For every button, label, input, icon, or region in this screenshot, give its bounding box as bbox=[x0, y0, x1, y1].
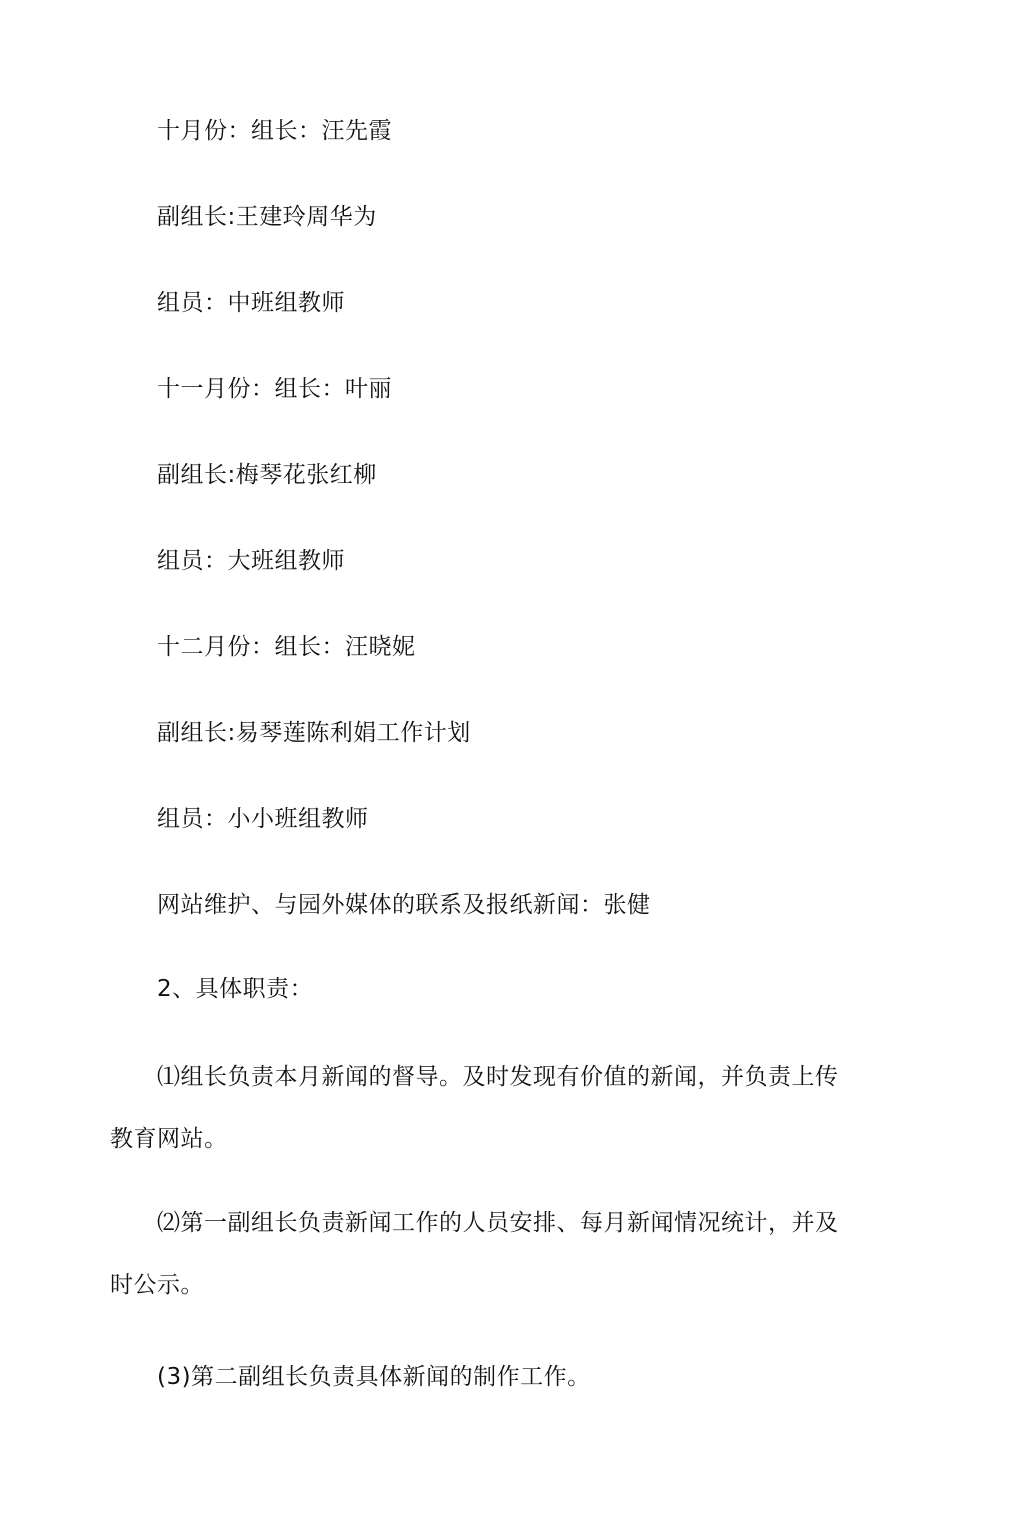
schedule-december-deputy: 副组长:易琴莲陈利娟工作计划 bbox=[157, 720, 471, 746]
duty-2-line-1: ⑵第一副组长负责新闻工作的人员安排、每月新闻情况统计，并及 bbox=[157, 1210, 839, 1236]
schedule-october-deputy: 副组长:王建玲周华为 bbox=[157, 204, 377, 230]
schedule-october-leader: 十月份：组长：汪先霞 bbox=[157, 118, 392, 144]
duty-2-line-2: 时公示。 bbox=[110, 1272, 204, 1298]
schedule-november-leader: 十一月份：组长：叶丽 bbox=[157, 376, 392, 402]
website-maintenance-line: 网站维护、与园外媒体的联系及报纸新闻：张健 bbox=[157, 892, 651, 918]
duty-3-line-1: (3)第二副组长负责具体新闻的制作工作。 bbox=[157, 1364, 591, 1390]
schedule-november-deputy: 副组长:梅琴花张红柳 bbox=[157, 462, 377, 488]
duty-1-line-1: ⑴组长负责本月新闻的督导。及时发现有价值的新闻，并负责上传 bbox=[157, 1064, 839, 1090]
section-heading-duties: 2、具体职责： bbox=[157, 976, 314, 1002]
schedule-november-members: 组员：大班组教师 bbox=[157, 548, 345, 574]
schedule-december-members: 组员：小小班组教师 bbox=[157, 806, 369, 832]
schedule-december-leader: 十二月份：组长：汪晓妮 bbox=[157, 634, 416, 660]
duty-1-line-2: 教育网站。 bbox=[110, 1126, 228, 1152]
schedule-october-members: 组员：中班组教师 bbox=[157, 290, 345, 316]
